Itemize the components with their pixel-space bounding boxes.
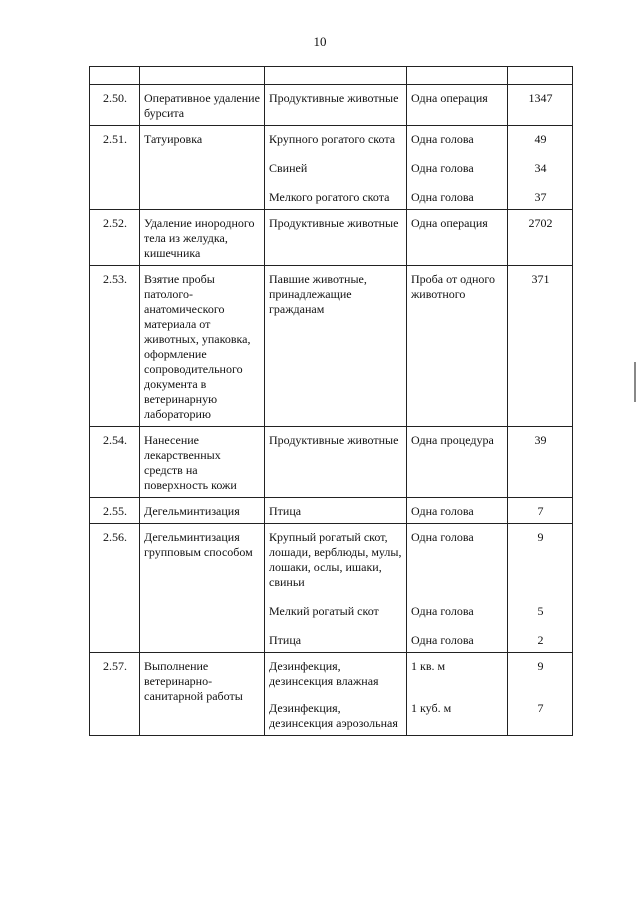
animal-value: Продуктивные животные — [269, 91, 399, 105]
animal-type — [265, 266, 407, 427]
price-value: 37 — [534, 190, 547, 204]
unit — [407, 653, 508, 736]
header-cell — [90, 67, 140, 85]
animal-type — [265, 653, 407, 736]
service-name-text: Татуировка — [144, 132, 203, 146]
animal-value: Продуктивные животные — [269, 433, 399, 447]
animal-type — [265, 210, 407, 266]
table-row — [90, 524, 573, 653]
animal-type — [265, 126, 407, 210]
unit-value: Одна операция — [411, 91, 488, 105]
price-value: 371 — [531, 272, 550, 286]
unit-value: Одна голова — [411, 604, 474, 618]
price — [508, 210, 573, 266]
price-value: 9 — [537, 530, 544, 544]
price — [508, 126, 573, 210]
price-value: 2702 — [528, 216, 553, 230]
service-name — [140, 210, 265, 266]
row-number-text: 2.57. — [103, 659, 127, 673]
service-name — [140, 266, 265, 427]
row-number — [90, 653, 140, 736]
animal-value: Дезинфекция, дезинсекция влажная — [269, 659, 379, 688]
header-cell — [140, 67, 265, 85]
price-value: 49 — [534, 132, 547, 146]
price-value: 7 — [537, 701, 544, 715]
table-header-row — [90, 67, 573, 85]
price — [508, 427, 573, 498]
row-number-text: 2.50. — [103, 91, 127, 105]
row-number-text: 2.56. — [103, 530, 127, 544]
animal-type — [265, 498, 407, 524]
row-number — [90, 126, 140, 210]
animal-value: Крупный рогатый скот, лошади, верблюды, мулы, лошаки, ослы, ишаки, свиньи — [269, 530, 402, 589]
unit — [407, 524, 508, 653]
table-row — [90, 427, 573, 498]
row-number — [90, 498, 140, 524]
header-cell — [407, 67, 508, 85]
unit-value: Одна голова — [411, 132, 474, 146]
price-value: 2 — [537, 633, 544, 647]
service-name — [140, 126, 265, 210]
animal-value: Мелкого рогатого скота — [269, 190, 390, 204]
animal-value: Продуктивные животные — [269, 216, 399, 230]
table-row — [90, 210, 573, 266]
price — [508, 498, 573, 524]
animal-value: Мелкий рогатый скот — [269, 604, 379, 618]
scan-artifact — [634, 362, 636, 402]
unit-value: Одна голова — [411, 530, 474, 544]
row-number-text: 2.55. — [103, 504, 127, 518]
unit-value: Одна голова — [411, 633, 474, 647]
unit — [407, 85, 508, 126]
page-number: 10 — [313, 34, 327, 49]
unit — [407, 126, 508, 210]
row-number-text: 2.52. — [103, 216, 127, 230]
service-name — [140, 653, 265, 736]
row-number — [90, 427, 140, 498]
animal-value: Дезинфекция, дезинсекция аэрозольная — [269, 701, 398, 730]
service-name-text: Оперативное удаление бурсита — [144, 91, 260, 120]
header-cell — [265, 67, 407, 85]
row-number — [90, 524, 140, 653]
animal-value: Птица — [269, 504, 302, 518]
header-cell — [508, 67, 573, 85]
price — [508, 653, 573, 736]
animal-type — [265, 427, 407, 498]
service-name-text: Удаление инородного тела из желудка, кишечника — [144, 216, 255, 260]
unit-value: Одна голова — [411, 504, 474, 518]
service-name-text: Выполнение ветеринарно-санитарной работы — [144, 659, 243, 703]
table-row — [90, 85, 573, 126]
price-table — [89, 66, 573, 736]
price — [508, 85, 573, 126]
animal-value: Птица — [269, 633, 302, 647]
animal-type — [265, 524, 407, 653]
animal-type — [265, 85, 407, 126]
price-value: 9 — [537, 659, 544, 673]
price-value: 7 — [537, 504, 544, 518]
table-row — [90, 498, 573, 524]
table-row — [90, 653, 573, 736]
unit — [407, 498, 508, 524]
table-row — [90, 126, 573, 210]
row-number — [90, 85, 140, 126]
unit — [407, 266, 508, 427]
animal-value: Павшие животные, принадлежащие гражданам — [269, 272, 367, 316]
unit-value: Одна голова — [411, 190, 474, 204]
service-name-text: Дегельминтизация — [144, 504, 240, 518]
unit — [407, 210, 508, 266]
unit-value: Одна операция — [411, 216, 488, 230]
service-name-text: Взятие пробы патолого-анатомического материала от животных, упаковка, оформление сопроводительного документа в ветеринарную лабораторию — [144, 272, 251, 421]
unit-value: 1 куб. м — [411, 701, 452, 715]
service-name — [140, 524, 265, 653]
row-number-text: 2.53. — [103, 272, 127, 286]
service-name-text: Дегельминтизация групповым способом — [144, 530, 253, 559]
service-name-text: Нанесение лекарственных средств на поверхность кожи — [144, 433, 237, 492]
price — [508, 266, 573, 427]
row-number-text: 2.51. — [103, 132, 127, 146]
row-number — [90, 210, 140, 266]
service-name — [140, 498, 265, 524]
price-value: 34 — [534, 161, 547, 175]
price-value: 1347 — [528, 91, 553, 105]
price-value: 39 — [534, 433, 547, 447]
service-name — [140, 427, 265, 498]
row-number — [90, 266, 140, 427]
service-name — [140, 85, 265, 126]
price-value: 5 — [537, 604, 544, 618]
unit-value: 1 кв. м — [411, 659, 446, 673]
unit-value: Проба от одного животного — [411, 272, 495, 301]
unit — [407, 427, 508, 498]
unit-value: Одна голова — [411, 161, 474, 175]
animal-value: Свиней — [269, 161, 308, 175]
unit-value: Одна процедура — [411, 433, 494, 447]
row-number-text: 2.54. — [103, 433, 127, 447]
price — [508, 524, 573, 653]
table-row — [90, 266, 573, 427]
animal-value: Крупного рогатого скота — [269, 132, 396, 146]
